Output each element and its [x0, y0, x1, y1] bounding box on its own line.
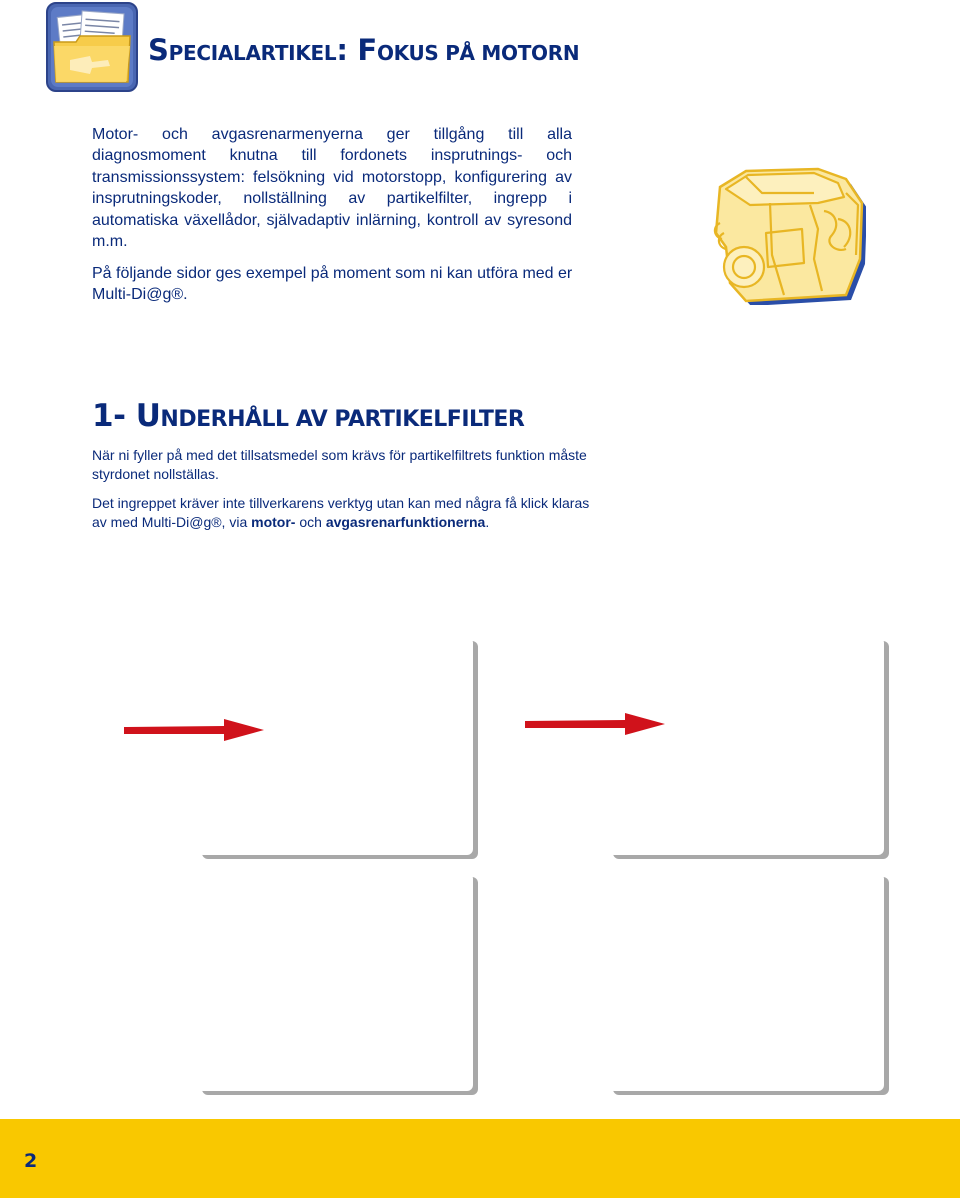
page-number: 2 — [24, 1150, 38, 1172]
title-separator: : — [336, 33, 358, 67]
section-number: 1- — [92, 398, 136, 434]
section-title — [92, 396, 524, 440]
folder-documents-icon — [46, 2, 138, 92]
paragraph-2-text-start: Det ingreppet kräver inte tillverkarens verktyg utan kan med några få klick klaras av med Multi-Di@g®, via — [92, 495, 590, 530]
paragraph-2-text-end: . — [485, 514, 490, 530]
screenshot-frame-4 — [608, 873, 884, 1091]
paragraph-2-text-mid: och — [295, 514, 326, 530]
page-title — [148, 30, 579, 73]
title-part-1: PECIALARTIKEL — [168, 41, 337, 65]
screenshot-frame-2 — [608, 637, 884, 855]
paragraph-2-bold-motor: motor- — [251, 514, 296, 530]
intro-paragraph: Motor- och avgasrenarmenyerna ger tillgång till alla diagnosmoment knutna till fordonets insprutnings- och transmissionssystem: felsökning vid motorstopp, konfigurering av insprutningskoder, nollställning av partikelfilter, ingrepp i automatiska växellådor, självadaptiv inlärning, kontroll av syresond m.m. — [92, 126, 572, 251]
screenshot-frame-1 — [197, 637, 473, 855]
title-part-2: OKUS PÅ MOTORN — [376, 41, 580, 65]
red-arrow-icon — [120, 715, 270, 745]
engine-icon — [706, 163, 866, 305]
title-initial-2: F — [357, 33, 377, 67]
title-initial-1: S — [148, 33, 169, 67]
intro-paragraph-2: På följande sidor ges exempel på moment som ni kan utföra med er Multi-Di@g®. — [92, 265, 573, 304]
footer-band — [0, 1119, 960, 1198]
section-title-rest: NDERHÅLL AV PARTIKELFILTER — [160, 407, 525, 432]
red-arrow-icon — [521, 709, 671, 739]
paragraph-2-bold-avgasrenar: avgasrenarfunktionerna — [325, 514, 486, 530]
section-title-initial: U — [135, 398, 161, 434]
screenshot-frame-3 — [197, 873, 473, 1091]
section-paragraph-2 — [92, 494, 592, 532]
section-paragraph-1: När ni fyller på med det tillsatsmedel som krävs för partikelfiltrets funktion måste styrdonet nollställas. — [92, 447, 587, 482]
